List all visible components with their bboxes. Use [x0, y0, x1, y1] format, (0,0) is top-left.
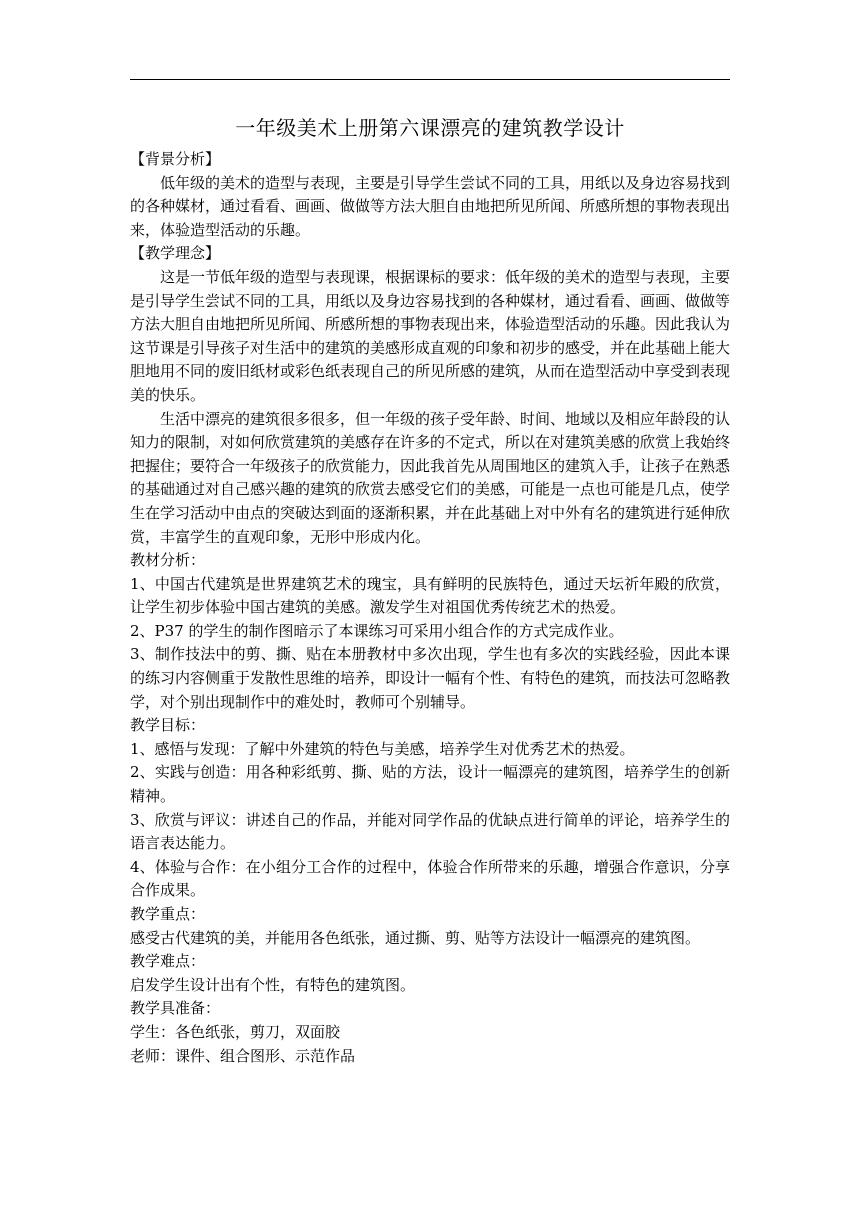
document-title: 一年级美术上册第六课漂亮的建筑教学设计	[235, 116, 625, 140]
concept-heading: 【教学理念】	[130, 244, 221, 263]
difficulty-heading: 教学难点：	[130, 952, 206, 971]
concept-paragraph-1: 这是一节低年级的造型与表现课，根据课标的要求：低年级的美术的造型与表现，主要是引导学生尝试不同的工具，用纸以及身边容易找到的各种媒材，通过看看、画画、做做等方法大胆自由地把所见所闻、所感所想的事物表现出来，体验造型活动的乐趣。因此我认为这节课是引导孩子对生活中的建筑的美感形成直观的印象和初步的感受，并在此基础上能大胆地用不同的废旧纸材或彩色纸表现自己的所见所感的建筑，从而在造型活动中享受到表现美的快乐。	[130, 267, 731, 404]
material-item: 2、P37 的学生的制作图暗示了本课练习可采用小组合作的方式完成作业。	[130, 621, 624, 640]
goal-item: 1、感悟与发现：了解中外建筑的特色与美感，培养学生对优秀艺术的热爱。	[130, 739, 635, 758]
goals-heading: 教学目标：	[130, 716, 206, 735]
material-item: 3、制作技法中的剪、撕、贴在本册教材中多次出现，学生也有多次的实践经验，因此本课的练习内容侧重于发散性思维的培养，即设计一幅有个性、有特色的建筑，而技法可忽略教学，对个别出现制作中的难处时，教师可个别辅导。	[130, 645, 731, 711]
goal-item: 2、实践与创造：用各种彩纸剪、撕、贴的方法，设计一幅漂亮的建筑图，培养学生的创新精神。	[130, 763, 730, 806]
preparation-teacher: 老师：课件、组合图形、示范作品	[130, 1046, 356, 1065]
document-body	[130, 114, 730, 1068]
preparation-heading: 教学具准备：	[130, 999, 221, 1018]
background-heading: 【背景分析】	[130, 150, 221, 168]
difficulty-text: 启发学生设计出有个性，有特色的建筑图。	[130, 975, 416, 994]
concept-paragraph-2: 生活中漂亮的建筑很多很多，但一年级的孩子受年龄、时间、地域以及相应年龄段的认知力的限制，对如何欣赏建筑的美感存在许多的不定式，所以在对建筑美感的欣赏上我始终把握住；要符合一年级孩子的欣赏能力，因此我首先从周围地区的建筑入手，让孩子在熟悉的基础通过对自己感兴趣的建筑的欣赏去感受它们的美感，可能是一点也可能是几点，使学生在学习活动中由点的突破达到面的逐渐积累，并在此基础上对中外有名的建筑进行延伸欣赏，丰富学生的直观印象，无形中形成内化。	[130, 409, 731, 546]
key-point-heading: 教学重点：	[130, 905, 206, 923]
material-item: 1、中国古代建筑是世界建筑艺术的瑰宝，具有鲜明的民族特色，通过天坛祈年殿的欣赏，让学生初步体验中国古建筑的美感。激发学生对祖国优秀传统艺术的热爱。	[130, 574, 730, 617]
background-paragraph: 低年级的美术的造型与表现，主要是引导学生尝试不同的工具，用纸以及身边容易找到的各种媒材，通过看看、画画、做做等方法大胆自由地把所见所闻、所感所想的事物表现出来，体验造型活动的乐趣。	[130, 173, 731, 239]
goal-item: 3、欣赏与评议：讲述自己的作品，并能对同学作品的优缺点进行简单的评论，培养学生的语言表达能力。	[130, 810, 730, 853]
material-heading: 教材分析：	[130, 551, 206, 570]
key-point-text: 感受古代建筑的美，并能用各色纸张，通过撕、剪、贴等方法设计一幅漂亮的建筑图。	[130, 928, 701, 947]
preparation-student: 学生：各色纸张，剪刀，双面胶	[130, 1022, 341, 1041]
header-rule	[130, 79, 730, 80]
goal-item: 4、体验与合作：在小组分工合作的过程中，体验合作所带来的乐趣，增强合作意识，分享合作成果。	[130, 857, 730, 900]
